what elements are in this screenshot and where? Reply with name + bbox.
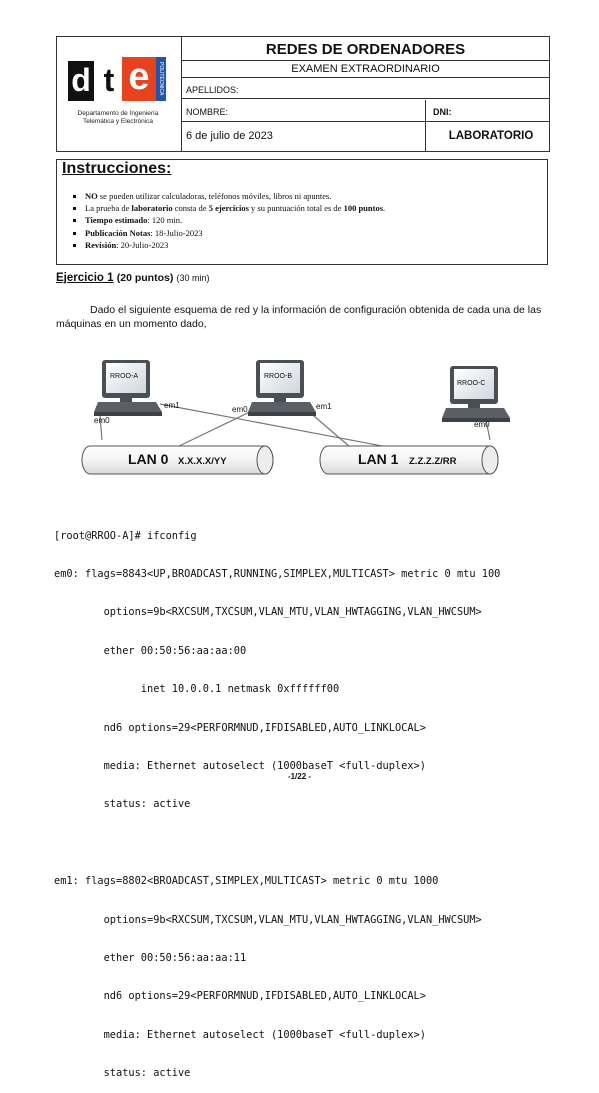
iface-label: em0 (94, 416, 110, 425)
logo-side-text: POLITÉCNICA (156, 57, 166, 101)
terminal-line: media: Ethernet autoselect (1000baseT <full-duplex>) (54, 1028, 426, 1041)
lan0-label: LAN 0 (128, 451, 169, 467)
exam-date: 6 de julio de 2023 (186, 130, 273, 142)
terminal-line: ether 00:50:56:aa:aa:00 (54, 644, 247, 657)
instruction-item: ▪ Tiempo estimado: 120 min. (85, 214, 385, 226)
lan0-segment (82, 446, 273, 474)
terminal-line: media: Ethernet autoselect (1000baseT <full-duplex>) (54, 759, 426, 772)
terminal-line: options=9b<RXCSUM,TXCSUM,VLAN_MTU,VLAN_HWTAGGING,VLAN_HWCSUM> (54, 606, 482, 619)
terminal-line: em1: flags=8802<BROADCAST,SIMPLEX,MULTICAST> metric 0 mtu 1000 (54, 875, 439, 888)
instruction-item: ▪ Publicación Notas: 18-Julio-2023 (85, 227, 385, 239)
lan1-segment (320, 446, 498, 474)
dni-label: DNI: (433, 107, 452, 117)
computer-icon (442, 366, 510, 422)
iface-label: em0 (474, 420, 490, 429)
terminal-line: em0: flags=8843<UP,BROADCAST,RUNNING,SIMPLEX,MULTICAST> metric 0 mtu 100 (54, 567, 501, 580)
computer-icon (248, 360, 316, 416)
terminal-output (54, 504, 500, 1093)
divider (425, 122, 426, 151)
page-number: -1/22 - (287, 772, 312, 781)
terminal-line: status: active (54, 798, 191, 811)
terminal-line: status: active (54, 1067, 191, 1080)
exercise-title: Ejercicio 1 (56, 272, 114, 284)
exercise-points: (20 puntos) (116, 272, 174, 284)
lan0-network: X.X.X.X/YY (178, 456, 227, 467)
logo-letter-d: d (68, 61, 94, 101)
iface-label: em1 (164, 401, 180, 410)
instructions-list (65, 190, 385, 251)
date-row (182, 122, 549, 152)
terminal-line: ether 00:50:56:aa:aa:11 (54, 951, 247, 964)
nombre-row (182, 100, 549, 122)
section-label: LABORATORIO (448, 130, 534, 142)
divider (425, 100, 426, 121)
terminal-line: options=9b<RXCSUM,TXCSUM,VLAN_MTU,VLAN_HWTAGGING,VLAN_HWCSUM> (54, 913, 482, 926)
host-c-label: RROO-C (457, 380, 486, 387)
terminal-line: [root@RROO-A]# ifconfig (54, 529, 197, 542)
exam-subtitle: EXAMEN EXTRAORDINARIO (182, 61, 549, 78)
terminal-line: nd6 options=29<PERFORMNUD,IFDISABLED,AUTO_LINKLOCAL> (54, 990, 426, 1003)
logo-letter-e: e (122, 57, 156, 101)
apellidos-field: APELLIDOS: (182, 78, 549, 99)
iface-label: em0 (232, 405, 248, 414)
instructions-title: Instrucciones: (62, 160, 172, 177)
dept-line-2: Telemática y Electrónica (82, 118, 154, 125)
terminal-line: inet 10.0.0.1 netmask 0xffffff00 (54, 683, 340, 696)
instruction-item: ▪ La prueba de laboratorio consta de 5 ejercicios y su puntuación total es de 100 puntos. (85, 202, 385, 214)
network-diagram (80, 350, 520, 480)
logo-letter-t: t (96, 61, 122, 101)
exercise-time: (30 min) (176, 273, 210, 283)
exam-title: REDES DE ORDENADORES (182, 37, 549, 61)
exercise-heading (56, 272, 210, 284)
host-a-label: RROO-A (110, 373, 138, 380)
department-name (60, 110, 176, 126)
dept-line-1: Departamento de Ingeniería (77, 110, 159, 117)
computer-icon (94, 360, 162, 416)
lan1-network: Z.Z.Z.Z/RR (409, 456, 457, 467)
instruction-item: ▪ NO se pueden utilizar calculadoras, teléfonos móviles, libros ni apuntes. (85, 190, 385, 202)
exercise-paragraph: Dado el siguiente esquema de red y la información de configuración obtenida de cada una de las máquinas en un momento dado, (56, 304, 542, 330)
dte-logo (68, 57, 168, 109)
terminal-line: nd6 options=29<PERFORMNUD,IFDISABLED,AUTO_LINKLOCAL> (54, 721, 426, 734)
nombre-label: NOMBRE: (186, 107, 229, 117)
host-b-label: RROO-B (264, 373, 292, 380)
lan1-label: LAN 1 (358, 451, 399, 467)
iface-label: em1 (316, 402, 332, 411)
instruction-item: ▪ Revisión: 20-Julio-2023 (85, 239, 385, 251)
